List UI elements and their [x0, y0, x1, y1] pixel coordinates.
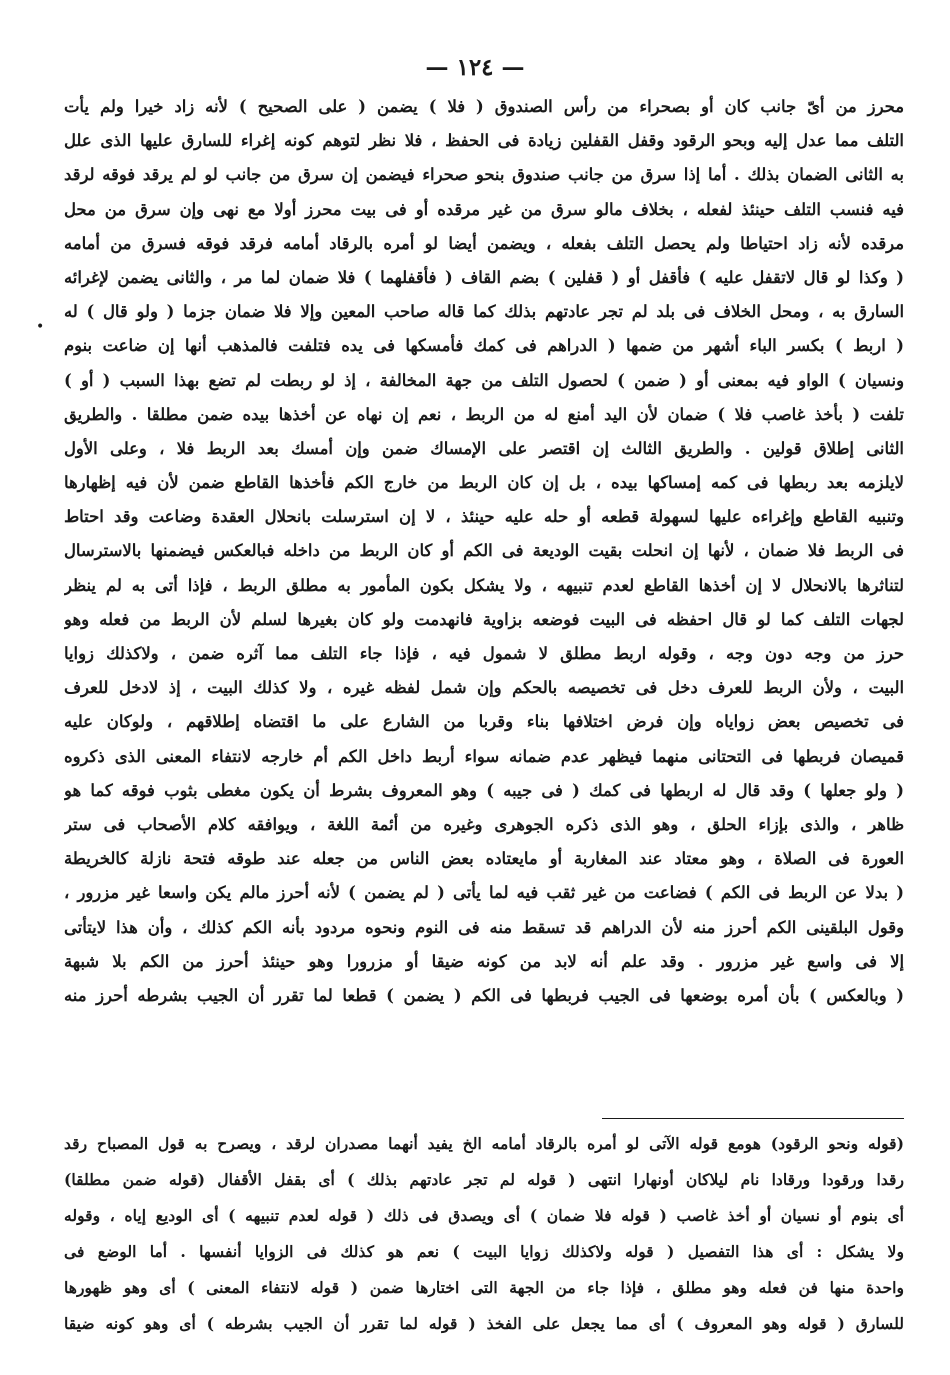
text-line: ( اربط ) بكسر الباء أشهر من ضمها ( الدراهم فى كمك فأمسكها فى يده فتلفت فالمذهب أنها إن ضاعت بنوم [64, 336, 904, 356]
text-line: فى الربط فلا ضمان ، لأنها إن انحلت بقيت الوديعة فى الكم أو كان الربط من داخله فبالعكس فيضمنها بالاسترسال [64, 541, 904, 561]
text-line: ونسيان ) الواو فيه بمعنى أو ( ضمن ) لحصول التلف من جهة المخالفة ، إذ لو ربطت لم تضع بهذا السبب ( أو ) [64, 370, 904, 390]
text-line: وتنبيه القاطع وإغراءه عليها لسهولة قطعه أو حله عليه حينئذ ، لا إن استرسلت بانحلال العقدة وضاعت وقد احتاط [64, 507, 904, 527]
text-line: ( وكذا لو قال لاتقفل عليه ) فأقفل أو ( قفلين ) بضم القاف ( فأقفلهما ) فلا ضمان لما مر ، والثانى يضمن لإغرائه [64, 267, 904, 287]
text-line: محرز من أىّ جانب كان أو بصحراء من رأس الصندوق ( فلا ) يضمن ( على الصحيح ) لأنه زاد خيرا ولم يأت [64, 97, 904, 116]
text-line: ( وبالعكس ) بأن أمره بوضعها فى الجيب فربطها فى الكم ( يضمن ) قطعا لما تقرر أن الجيب بشرطه أحرز منه [64, 985, 904, 1005]
text-line: العورة فى الصلاة ، وهو معتاد عند المغاربة أو مايعتاده بعض الناس من جعله عند طوقه فتحة نازلة كالخريطة [64, 849, 904, 869]
text-line: البيت ، ولأن الربط للعرف دخل فى تخصيصه بالحكم وإن شمل لفظه غيره ، ولا كذلك البيت ، إذ لادخل للعرف [64, 678, 904, 698]
text-line: ظاهر ، والذى بإزاء الحلق ، وهو الذى ذكره الجوهرى وغيره من أئمة اللغة ، ويوافقه كلام الأصحاب فى ستر [64, 814, 904, 834]
text-line: مرقده لأنه زاد احتياطا ولم يحصل التلف بفعله ، ويضمن أيضا لو أمره بالرقاد أمامه فرقد فوقه فسرق من أمامه [64, 233, 904, 253]
page-number: — ١٢٤ — [425, 54, 525, 81]
text-line: التلف مما عدل إليه وبحو الرقود وقفل القفلين زيادة فى الحفظ ، فلا نظر لتوهم كونه إغراء للسارق عليها الذى علل [64, 131, 904, 151]
footnote-line: أى بنوم أو نسيان أو أخذ غاصب ( قوله فلا ضمان ) أى ويصدق فى ذلك ( قوله لعدم تنبيهه ) أى الوديع إياه ، وقوله [64, 1206, 904, 1225]
margin-mark: • [36, 319, 45, 335]
text-line: الثانى إطلاق قولين . والطريق الثالث إن اقتصر على الإمساك ضمن وإن أمسك بعد الربط فلا ، وعلى الأول [64, 438, 904, 458]
footnote-line: للسارق ( قوله وهو المعروف ) أى مما يجعل على الفخذ ( قوله لما تقرر أن الجيب بشرطه ) أى وهو كونه ضيقا [64, 1314, 904, 1333]
footnote-separator [602, 1118, 904, 1119]
footnote-line: واحدة منها فن فعله وهو مطلق ، فإذا جاء من الجهة التى اختارها ضمن ( قوله لانتفاء المعنى ) أى وهو ظهورها [64, 1278, 904, 1297]
text-line: به الثانى الضمان بذلك . أما إذا سرق من جانب صندوق بنحو صحراء فيضمن إن سرق من جانب لو لم يرقد فوقه لرقد [64, 165, 904, 185]
footnote-line: ولا يشكل : أى هذا التفصيل ( قوله ولاكذلك زوايا البيت ) نعم هو كذلك فى الزوايا أنفسها . أما الوضع فى [64, 1242, 904, 1261]
footnotes [64, 1126, 904, 1342]
text-line: لايلزمه بعد ربطها فى كمه إمساكها بيده ، بل إن كان الربط من خارج الكم فأخذها القاطع ضمن لأن فيه إظهارها [64, 473, 904, 493]
text-line: السارق به ، ومحل الخلاف فى بلد لم تجر عادتهم بذلك كما قاله صاحب المعين وإلا فلا ضمان جزما ( ولو قال ) له [64, 302, 904, 322]
main-text-body [64, 90, 904, 1013]
text-line: قميصان فربطها فى التحتانى منهما فيظهر عدم ضمانه سواء أربط داخل الكم أم خارجه لانتفاء المعنى الذى ذكروه [64, 746, 904, 766]
text-line: فى تخصيص بعض زواياه وإن فرض اختلافها بناء وقربا من الشارع على ما اقتضاه إطلاقهم ، ولوكان عليه [64, 712, 904, 732]
text-line: ( ولو جعلها ) وقد قال له اربطها فى كمك ( فى جيبه ) وهو المعروف بشرط أن يكون مغطى بثوب فوقه كما هو [64, 780, 904, 800]
text-line: إلا فى واسع غير مزرور . وقد علم أنه لابد من كونه ضيقا أو مزرورا وهو حينئذ أحرز من الكم بلا شبهة [64, 951, 904, 971]
footnote-line: رقدا ورقودا ورقادا نام ليلاكان أونهارا انتهى ( قوله لم تجر عادتهم بذلك ) أى بقفل الأقفال (قوله ضمن مطلقا) [64, 1170, 904, 1189]
text-line: تلفت ( بأخذ غاصب فلا ) ضمان لأن اليد أمنع له من الربط ، نعم إن نهاه عن أخذها بيده ضمن مطلقا . والطريق [64, 404, 904, 424]
text-line: ( بدلا عن الربط فى الكم ) فضاعت من غير ثقب فيه لما يأتى ( لم يضمن ) لأنه أحرز مالم يكن واسعا غير مزرور ، [64, 883, 904, 903]
text-line: لتناثرها بالانحلال لا إن أخذها القاطع لعدم تنبيهه ، ولا يشكل بكون المأمور به مطلق الربط ، فإذا أتى به لم ينظر [64, 575, 904, 595]
text-line: فيه فنسب التلف حينئذ لفعله ، بخلاف مالو سرق من غير مرقده أو فى بيت محرز أولا مع نهى وإن سرق من محل [64, 199, 904, 219]
text-line: وقول البلقينى الكم أحرز منه لأن الدراهم قد تسقط منه فى النوم ونحوه مردود بأنه الكم كذلك ، وأن هذا لايتأتى [64, 917, 904, 937]
footnote-line: (قوله ونحو الرقود) هومع قوله الآتى لو أمره بالرقاد أمامه الخ يفيد أنهما مصدران لرقد ، ويصرح به قول المصباح رقد [64, 1134, 904, 1153]
text-line: حرز من وجه دون وجه ، وقوله اربط مطلق لا شمول فيه ، فإذا جاء التلف مما آثره ضمن ، ولاكذلك زوايا [64, 644, 904, 663]
text-line: لجهات التلف كما لو قال احفظه فى البيت فوضعه بزاوية فانهدمت ولو كان بغيرها لسلم لأن الربط من فعله وهو [64, 609, 904, 629]
